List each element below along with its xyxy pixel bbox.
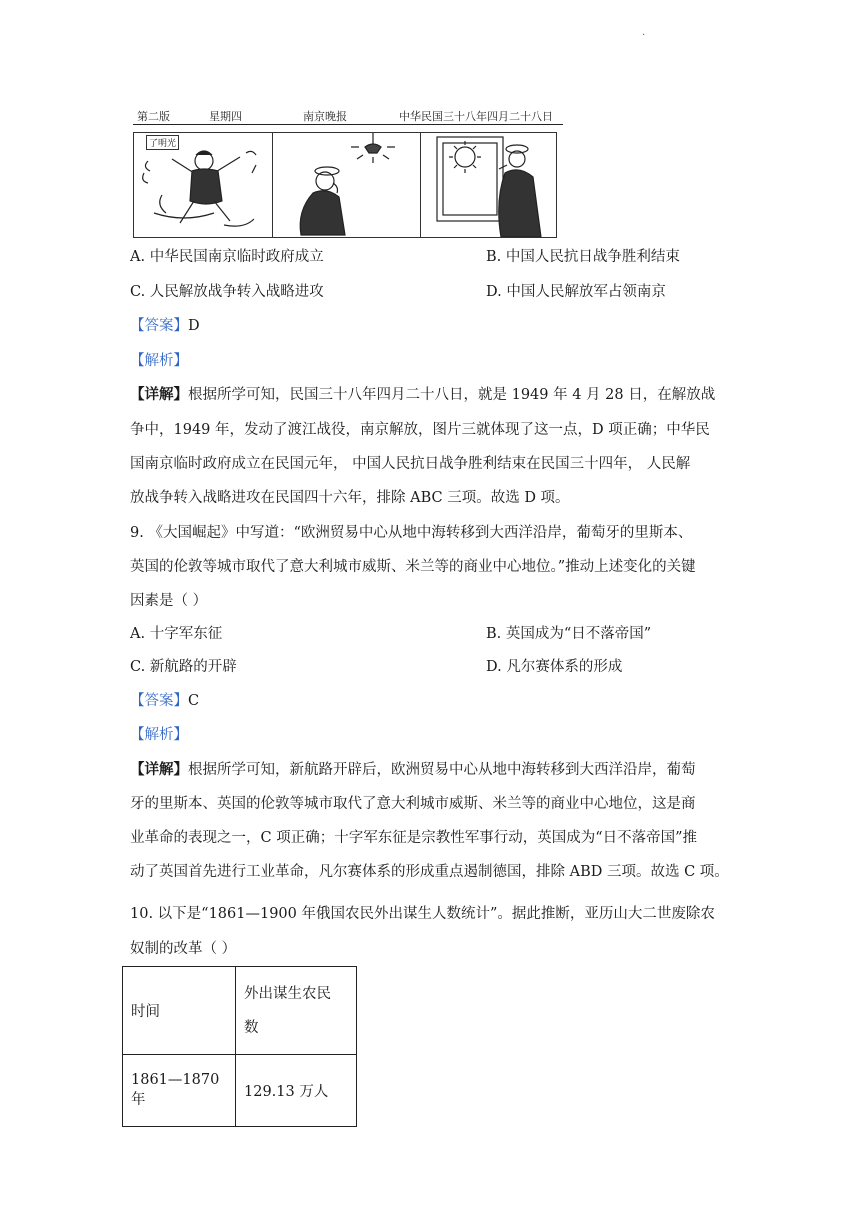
man-looking-up-illustration — [273, 133, 420, 237]
q10-table — [122, 966, 357, 1127]
q8-option-d: D. 中国人民解放军占领南京 — [486, 284, 666, 300]
q9-option-a: A. 十字军东征 — [130, 626, 223, 642]
q10-stem-line-1: 10. 以下是“1861—1900 年俄国农民外出谋生人数统计”。据此推断，亚历山大二世废除农 — [130, 906, 715, 922]
q8-detail-line-2: 争中，1949 年，发动了渡江战役，南京解放，图片三就体现了这一点，D 项正确；中华民 — [130, 422, 710, 438]
table-header-count: 外出谋生农民 数 — [236, 967, 357, 1055]
q8-detail-label: 【详解】 — [130, 386, 188, 403]
q9-answer-label: 【答案】 — [130, 693, 188, 709]
cartoon-panels — [133, 132, 557, 238]
table-cell-period: 1861—1870 年 — [123, 1055, 236, 1127]
q8-option-a: A. 中华民国南京临时政府成立 — [130, 249, 324, 265]
q9-detail-line-3: 业革命的表现之一，C 项正确；十字军东征是宗教性军事行动，英国成为“日不落帝国”推 — [130, 830, 698, 846]
q9-detail-line-4: 动了英国首先进行工业革命，凡尔赛体系的形成重点遏制德国，排除 ABD 三项。故选 C 项。 — [130, 864, 729, 880]
q9-detail-line-1: 【详解】根据所学可知，新航路开辟后，欧洲贸易中心从地中海转移到大西洋沿岸，葡萄 — [130, 761, 696, 778]
q10-stem-line-2: 奴制的改革（ ） — [130, 941, 237, 957]
q9-stem-line-2: 英国的伦敦等城市取代了意大利城市威斯、米兰等的商业中心地位。”推动上述变化的关键 — [130, 559, 696, 575]
q8-detail-line-4: 放战争转入战略进攻在民国四十六年，排除 ABC 三项。故选 D 项。 — [130, 490, 570, 506]
newspaper-cartoon-image — [133, 106, 565, 238]
panel1-caption: 了明光 — [146, 135, 179, 150]
newspaper-masthead — [133, 106, 563, 125]
cartoon-panel-2 — [273, 133, 420, 237]
q8-answer — [130, 319, 200, 334]
cartoon-panel-1 — [134, 133, 272, 237]
q8-answer-value: D — [188, 318, 200, 334]
q9-option-c: C. 新航路的开辟 — [130, 659, 237, 675]
table-header-time: 时间 — [123, 967, 236, 1055]
cartoon-panel-3 — [421, 133, 556, 237]
q8-answer-label: 【答案】 — [130, 318, 188, 334]
q8-analysis-label: 【解析】 — [130, 353, 188, 369]
newspaper-weekday: 星期四 — [209, 110, 242, 123]
q9-answer — [130, 694, 199, 709]
page-dot: · — [642, 30, 646, 41]
q9-answer-value: C — [188, 693, 200, 709]
newspaper-name: 南京晚报 — [303, 110, 347, 123]
q9-option-b: B. 英国成为“日不落帝国” — [486, 626, 652, 642]
q9-detail-line-2: 牙的里斯本、英国的伦敦等城市取代了意大利城市威斯、米兰等的商业中心地位，这是商 — [130, 796, 696, 812]
q9-option-d: D. 凡尔赛体系的形成 — [486, 659, 623, 675]
newspaper-edition: 第二版 — [137, 110, 170, 123]
q9-detail-label: 【详解】 — [130, 761, 188, 778]
q8-detail-line-1: 【详解】根据所学可知，民国三十八年四月二十八日，就是 1949 年 4 月 28 日，在解放战 — [130, 386, 716, 403]
q9-stem-line-1: 9. 《大国崛起》中写道：“欧洲贸易中心从地中海转移到大西洋沿岸，葡萄牙的里斯本、 — [130, 525, 693, 541]
table-cell-count: 129.13 万人 — [236, 1055, 357, 1127]
man-at-window-sunrise-illustration — [421, 133, 556, 237]
q8-detail-line-3: 国南京临时政府成立在民国元年， 中国人民抗日战争胜利结束在民国三十四年， 人民解 — [130, 456, 691, 472]
q9-stem-line-3: 因素是（ ） — [130, 593, 208, 609]
q9-analysis-label: 【解析】 — [130, 727, 188, 743]
table-row — [123, 967, 357, 1055]
q8-option-b: B. 中国人民抗日战争胜利结束 — [486, 249, 680, 265]
q8-option-c: C. 人民解放战争转入战略进攻 — [130, 284, 324, 300]
newspaper-date: 中华民国三十八年四月二十八日 — [399, 110, 553, 123]
table-row — [123, 1055, 357, 1127]
